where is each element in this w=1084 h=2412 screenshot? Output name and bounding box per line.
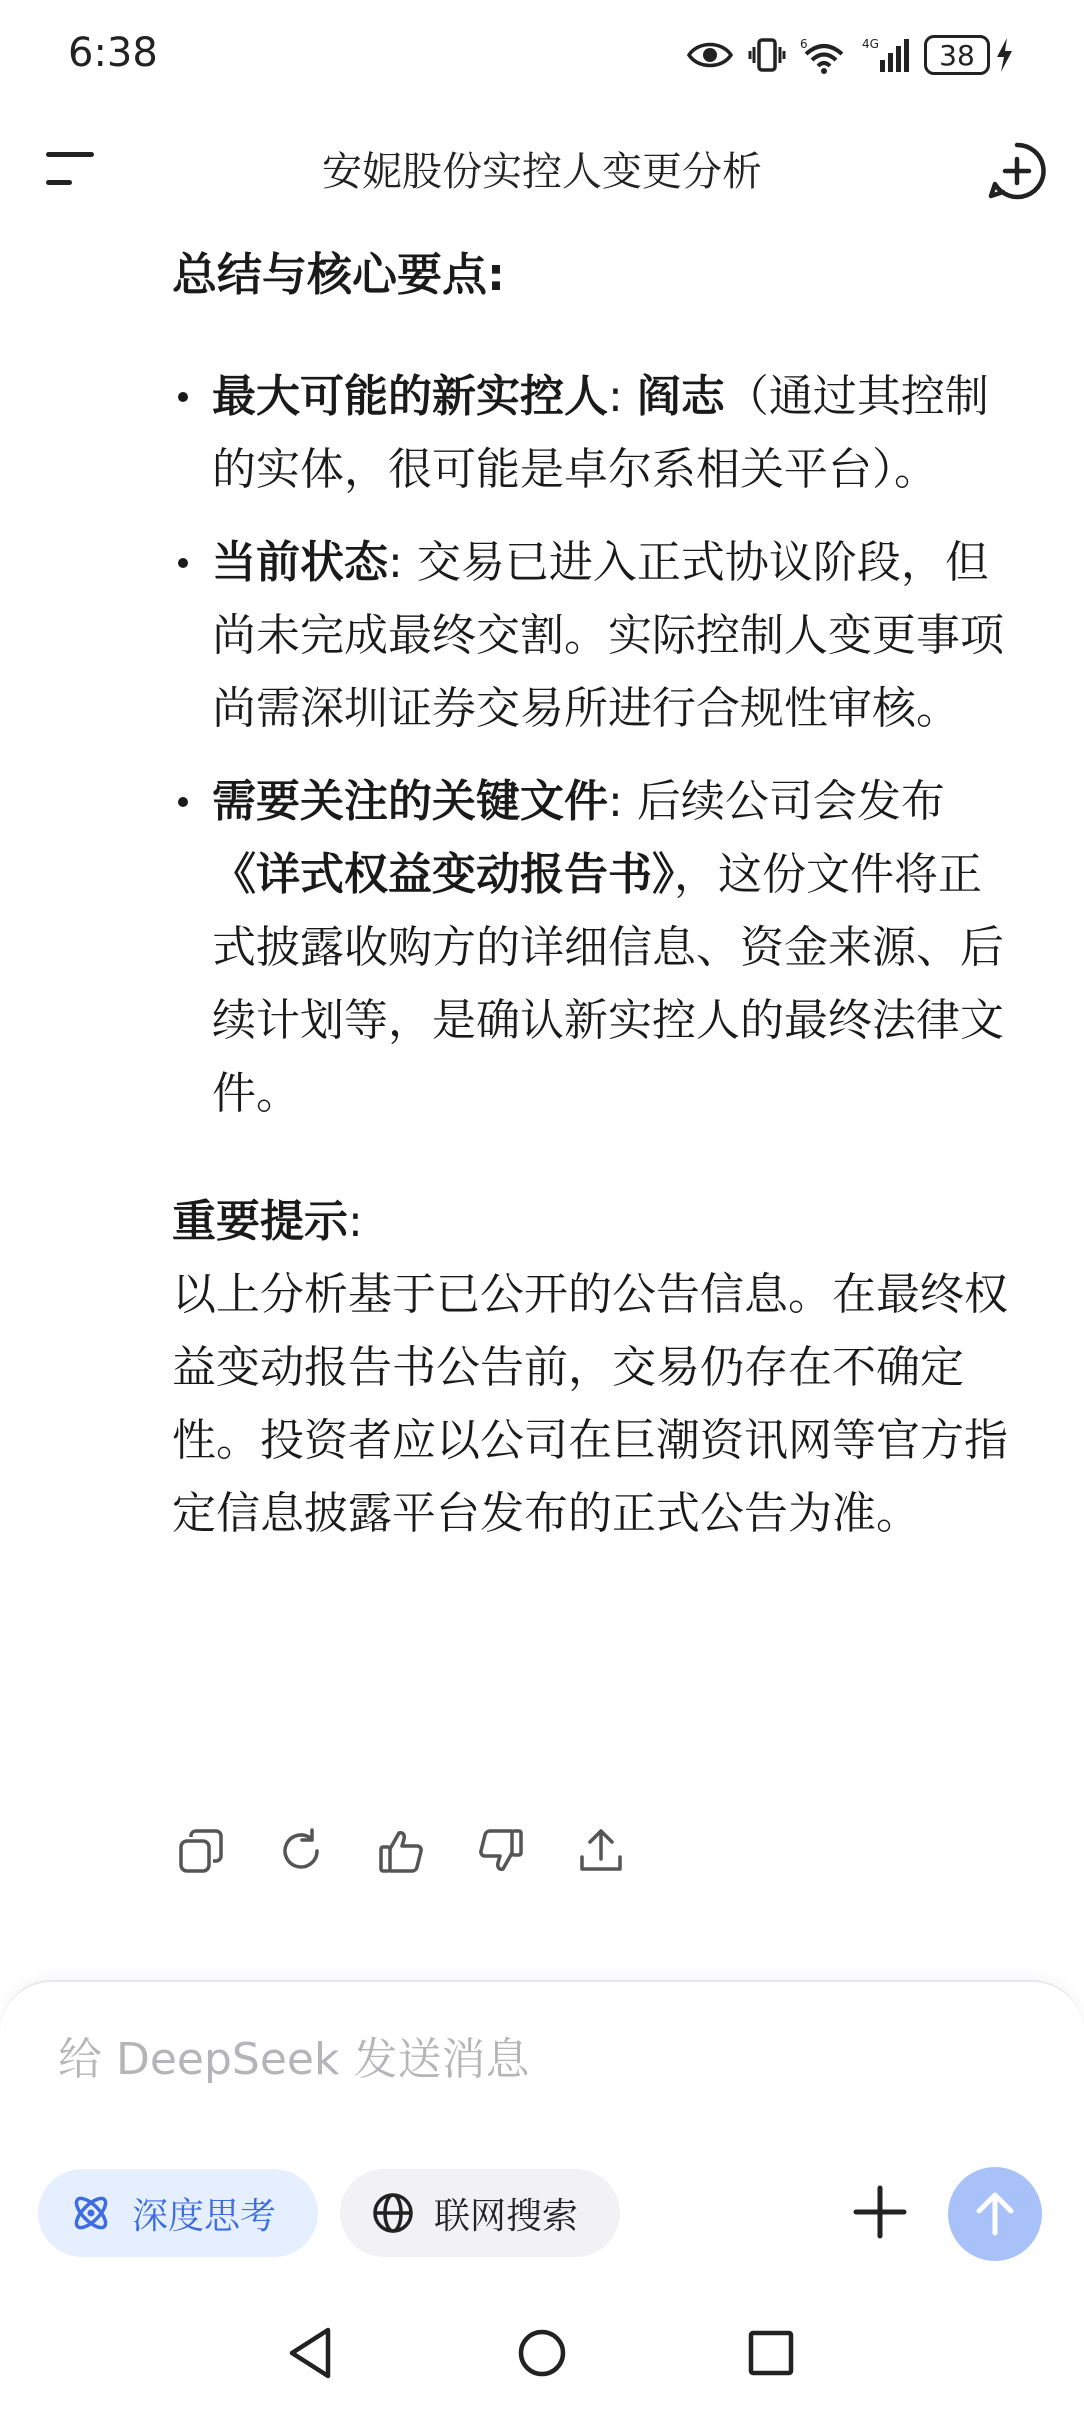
- svg-text:4G: 4G: [862, 37, 879, 51]
- list-item: [172, 360, 1022, 506]
- bullet-label: 最大可能的新实控人: [212, 371, 608, 422]
- controller-name: 阎志: [636, 371, 725, 422]
- regenerate-icon: [277, 1827, 325, 1875]
- app-header: [0, 110, 1084, 230]
- bullet-dot: [178, 558, 188, 568]
- summary-heading: 总结与核心要点:: [172, 248, 505, 301]
- message-input[interactable]: [58, 2034, 1018, 2085]
- bullet-label: 当前状态: [212, 537, 388, 588]
- copy-button[interactable]: [176, 1826, 226, 1876]
- share-button[interactable]: [576, 1826, 626, 1876]
- summary-list: [172, 360, 1022, 1130]
- bullet-text: ，这份文件将正式披露收购方的详细信息、资金来源、后续计划等，是确认新实控人的最终法律文件。: [212, 849, 1004, 1119]
- menu-icon[interactable]: [40, 146, 100, 192]
- thumbs-up-icon: [377, 1827, 425, 1875]
- note-body: 以上分析基于已公开的公告信息。在最终权益变动报告书公告前，交易仍存在不确定性。投资者应以公司在巨潮资讯网等官方指定信息披露平台发布的正式公告为准。: [172, 1269, 1008, 1539]
- send-button[interactable]: [948, 2167, 1042, 2261]
- plus-icon[interactable]: [850, 2182, 910, 2242]
- bullet-dot: [178, 797, 188, 807]
- bullet-dot: [178, 392, 188, 402]
- wifi-icon: [800, 36, 848, 74]
- home-icon[interactable]: [517, 2328, 567, 2378]
- list-item: [172, 526, 1022, 745]
- thumbs-down-icon: [477, 1827, 525, 1875]
- deep-think-toggle[interactable]: [38, 2169, 318, 2257]
- note-title: 重要提示: [172, 1196, 348, 1247]
- back-icon[interactable]: [286, 2326, 336, 2380]
- vibrate-icon: [748, 37, 786, 73]
- bullet-sep: :: [608, 371, 623, 422]
- cell-signal-icon: [862, 36, 910, 74]
- bullet-text: 后续公司会发布: [636, 776, 945, 827]
- status-bar: [0, 0, 1084, 110]
- new-chat-icon[interactable]: [986, 140, 1048, 202]
- arrow-up-icon: [970, 2189, 1020, 2239]
- bullet-sep: :: [388, 537, 403, 588]
- svg-text:6: 6: [800, 37, 808, 51]
- status-icons: [686, 30, 1014, 80]
- note-heading: [172, 1185, 1022, 1258]
- page-title: 安妮股份实控人变更分析: [322, 149, 762, 195]
- note-sep: :: [348, 1196, 363, 1247]
- deep-think-label: 深度思考: [132, 2195, 277, 2237]
- bullet-text: （通过其控制的实体，很可能是卓尔系相关平台）。: [212, 371, 989, 495]
- bullet-sep: :: [608, 776, 623, 827]
- bullet-text: 交易已进入正式协议阶段，但尚未完成最终交割。实际控制人变更事项尚需深圳证券交易所进行合规性审核。: [212, 537, 1004, 734]
- document-name: 《详式权益变动报告书》: [212, 849, 674, 900]
- battery-level: 38: [924, 35, 990, 75]
- dislike-button[interactable]: [476, 1826, 526, 1876]
- share-icon: [577, 1827, 625, 1875]
- charging-icon: [994, 37, 1014, 73]
- assistant-message: [172, 245, 1022, 1550]
- regenerate-button[interactable]: [276, 1826, 326, 1876]
- atom-icon: [68, 2190, 114, 2236]
- web-search-label: 联网搜索: [434, 2195, 579, 2237]
- list-item: [172, 765, 1022, 1130]
- battery: [924, 35, 1014, 75]
- like-button[interactable]: [376, 1826, 426, 1876]
- recent-apps-icon[interactable]: [748, 2330, 794, 2376]
- web-search-toggle[interactable]: [340, 2169, 620, 2257]
- globe-icon: [370, 2190, 416, 2236]
- bullet-label: 需要关注的关键文件: [212, 776, 608, 827]
- status-time: 6:38: [68, 30, 158, 76]
- copy-icon: [177, 1827, 225, 1875]
- message-actions: [176, 1826, 626, 1876]
- eye-icon: [686, 38, 734, 72]
